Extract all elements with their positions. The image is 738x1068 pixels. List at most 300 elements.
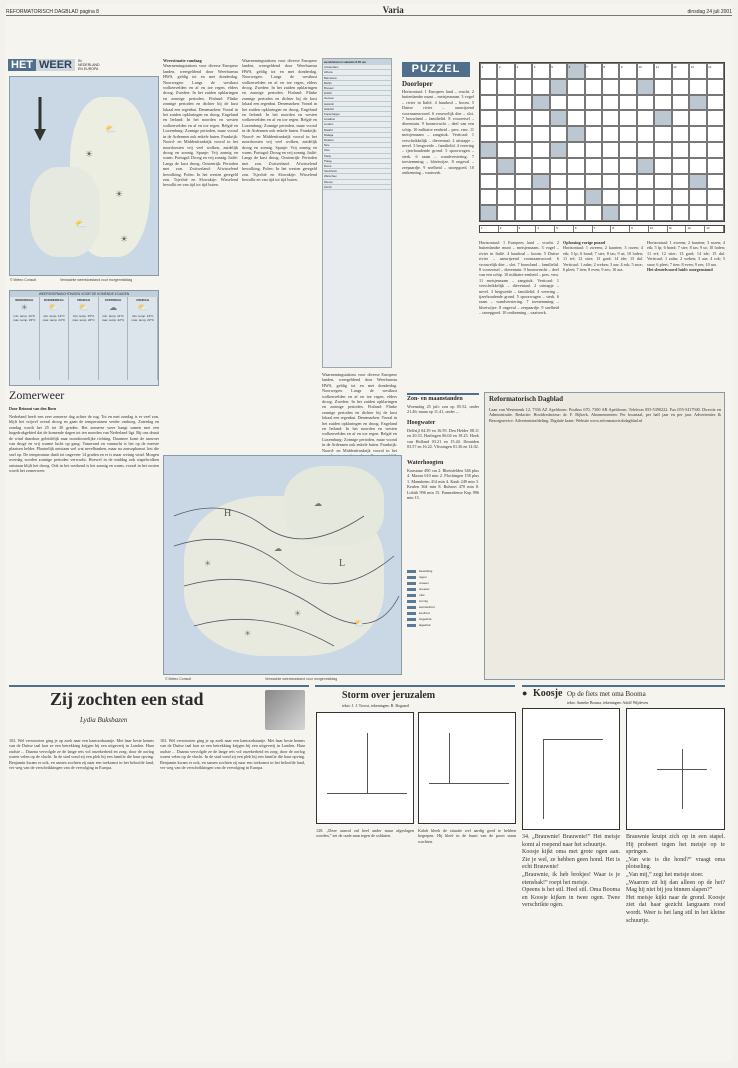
koosje-caption-2: „Brauwnie, ik heb brokjes! Waar is je etensbak!” roept het meisje. <box>522 871 620 886</box>
legend-label: mist <box>419 593 425 597</box>
grid-cell[interactable] <box>672 205 689 221</box>
grid-cell[interactable] <box>532 79 549 95</box>
grid-cell[interactable] <box>707 79 724 95</box>
zomerweer-title: Zomerweer <box>9 388 65 402</box>
grid-cell[interactable] <box>672 126 689 142</box>
legend-swatch <box>407 594 416 597</box>
grid-cell[interactable] <box>497 142 514 158</box>
koosje-panel-2 <box>626 708 725 830</box>
col2-text: Waarnemingstations voor diverse Europese landen, weergeldend door Weerbureau HWS, geldig tot en met donderdag. Noorwegen: Langs de westkust wolkenvelden en af en toe regen, elders droog. Zweden: In het zuiden opklaringen en zonnige perioden. Finland: Flinke zonnige perioden en dichter bij de kust lokaal een regenbui. Denemarken: Vooral in het zuiden opklaringen en droog. Engeland en Ierland: In het noorden en westen wolkenvelden en af en toe regen. België en Luxemburg: Zonnige perioden, maar vooral in de Ardennen ook enkele buien. Frankrijk: Noord- en Middenfrankrijk vooral in het noordoosten vrij veel wolken, zuidelijk droog en zonnig. Spanje: Vrij zonnig en warm. Portugal: Droog en vrij zonnig. Italië: Langs de kust droog. Oostenrijk: Perioden met zon. Zwitserland: Afwisselend bewolking. Polen: In het westen geregeld zon. Tsjechië en Slowakije: Wisselend bewolkt en van tijd tot tijd buien. <box>163 63 238 188</box>
grid-cell[interactable] <box>619 205 636 221</box>
koosje-credits: tekst: Anneke Bosma, tekeningen: Adolf Wijdeven <box>567 700 649 705</box>
grid-cell[interactable] <box>707 142 724 158</box>
legend-label: koufront <box>419 611 430 615</box>
grid-cell[interactable] <box>689 95 706 111</box>
forecast-day <box>69 297 99 380</box>
weather-icon: ⛅ <box>48 303 59 312</box>
grid-cell[interactable] <box>637 126 654 142</box>
storm-caption-2: Kalob bleek de situatie wel aardig goed te hebben begrepen. Hij bleef in de buurt van de poort staan wachten. <box>418 828 516 844</box>
legend-swatch <box>407 576 416 579</box>
grid-cell[interactable] <box>637 189 654 205</box>
solution-row[interactable] <box>479 225 725 233</box>
zon-strip <box>407 393 479 395</box>
puzzel-clues: Horizontaal: 1 Europees land – vrucht. 2 buitenlandse munt – meisjesnaam. 3 vogel – rivier in Italië. 4 haarkrul – boom. 5 Duitse rivier – aanwijzend voornaamwoord. 6 vrouwelijk dier – slot. 7 bouwland – familielid. 8 voorzetsel – dierentuin. 9 boomvrucht – deel van een schip. 10 militaire eenheid – pers. vnw. 11 meisjesnaam – zangstuk. Verticaal: 1 verschrikkelijk – dieventaal. 2 uitstapje – nevel. 3 bergweide – familielid. 4 verering – ijzerhoudende grond. 5 spoorwagen – sterk. 6 raam – wandversiering. 7 toestemming – bloeiwijze. 8 ongeval – zeepaardje. 9 snelheid – snoepgoed. 10 ontkenning – vaatwerk. <box>402 89 474 176</box>
grid-cell[interactable] <box>602 110 619 126</box>
forecast-temps: min. temp. 15°C max. temp. 24°C <box>72 314 95 322</box>
grid-cell[interactable] <box>515 110 532 126</box>
legend-swatch <box>407 612 416 615</box>
logo-sub: IN NEDERLAND EN EUROPA <box>78 59 100 71</box>
grid-cell[interactable] <box>689 205 706 221</box>
grid-cell[interactable] <box>567 189 584 205</box>
grid-cell[interactable] <box>550 126 567 142</box>
storm-sub: tekst: J. J. Troost, tekeningen: B. Bogaard <box>342 703 409 708</box>
grid-cell[interactable] <box>654 174 671 190</box>
zomerweer-text: Nederland heeft een zeer zomerse dag achter de rug. Tot en met zondag is er veel zon, blijft het vrijwel overal droog en gaan de temperaturen verder omhoog. Zaterdag en zondag wordt het 25 tot 30 graden. Het zomerse weer hangt samen met een hogedrukgebied dat de komende dagen tot ten noorden van Nederland ligt. Bij ons draait de wind daardoor geleidelijk naar noordoostelijke richting. Daarmee komt de aanvoer van droge en vrij warme lucht op gang. Vanavond en vannacht is het op de meeste plaatsen helder. Plaatselijk ontstaan wel wat nevelbanken, maar na zonsopkomst lost die snel op. De temperatuur daalt tot ongeveer 14 graden en er is maar weinig wind. Morgen overdag worden zonnige perioden verwacht. Hoewel in de middag ook stapelwolken ontstaan blijft het droog. Ook in het weekend is het zonnig en warm, vooral in het oosten wordt het zomerweer. <box>9 414 159 474</box>
col2-head: Weersituatie vandaag <box>163 58 202 63</box>
storm-strip <box>315 685 515 687</box>
grid-cell[interactable] <box>515 79 532 95</box>
forecast-day-name: DONDERDAG <box>44 298 64 302</box>
grid-cell[interactable] <box>515 126 532 142</box>
koosje-subtitle: Op de fiets met oma Booma <box>567 690 646 698</box>
grid-cell[interactable] <box>550 205 567 221</box>
grid-cell[interactable] <box>672 110 689 126</box>
grid-cell[interactable] <box>689 142 706 158</box>
grid-cell[interactable]: 5 <box>550 63 567 79</box>
grid-cell[interactable] <box>672 142 689 158</box>
koosje-panel-1 <box>522 708 620 830</box>
koosje-caption-5: „Van wie is die hond?” vraagt oma plotseling. <box>626 856 725 871</box>
grid-cell[interactable] <box>654 110 671 126</box>
grid-cell[interactable] <box>532 110 549 126</box>
grid-cell[interactable] <box>672 79 689 95</box>
grid-cell[interactable] <box>550 95 567 111</box>
forecast-day-name: WOENSDAG <box>15 298 34 302</box>
storm-panel-1 <box>316 712 414 824</box>
grid-cell[interactable] <box>585 174 602 190</box>
water-title: Waterhoogten <box>407 460 444 466</box>
grid-cell[interactable] <box>532 95 549 111</box>
grid-cell[interactable] <box>672 189 689 205</box>
koosje-caption-8: Het meisje kijkt naar de grond. Koosje ziet dat haar gezicht langzaam rood wordt. Weer is het lang stil in het kleine schuurtje. <box>626 894 725 924</box>
col4-text: Waarnemingstations voor diverse Europese landen, weergeldend door Weerbureau HWS, geldig tot en met donderdag. Noorwegen: Langs de westkust wolkenvelden en af en toe regen, elders droog. Zweden: In het zuiden opklaringen en zonnige perioden. Finland: Flinke zonnige perioden en dichter bij de kust lokaal een regenbui. Denemarken: Vooral in het zuiden opklaringen en droog. Engeland en Ierland: In het noorden en westen wolkenvelden en af en toe regen. België en Luxemburg: Zonnige perioden, maar vooral in de Ardennen ook enkele buien. Frankrijk: Noord- en Middenfrankrijk vooral in het <box>322 372 397 453</box>
grid-cell[interactable] <box>707 158 724 174</box>
grid-cell[interactable] <box>602 205 619 221</box>
solution-more: Het sleutelwoord luidt: morgenstond <box>647 267 713 273</box>
grid-cell[interactable] <box>602 79 619 95</box>
section-title: Varia <box>382 5 404 15</box>
table-row: Wenen <box>323 180 391 185</box>
grid-cell[interactable] <box>602 174 619 190</box>
map-caption-right: Verwachte weerstoestand voor morgenmiddag <box>60 278 133 282</box>
grid-cell[interactable] <box>550 110 567 126</box>
table-row: Berlijn <box>323 81 391 86</box>
grid-cell[interactable] <box>567 110 584 126</box>
grid-cell[interactable]: 1 <box>480 63 497 79</box>
grid-cell[interactable] <box>515 95 532 111</box>
koosje-caption-0: 34. „Brauwnie! Brauwnie!” Het meisje komt al roepend naar het schuurtje. <box>522 834 620 848</box>
grid-cell[interactable] <box>602 95 619 111</box>
colofon-text: Laan van Westenenk 12, 7336 AZ Apeldoorn. Postbus 670, 7300 AR Apeldoorn. Telefoon 055-5390222. Fax 055-5417940. Directie en Administratie. Redactie: Hoofdredacteur: dr. F. Bijkerk. Abonnementen: Per kwartaal, per half jaar en per jaar. Advertenties & Bezorgservice. Advertentieafdeling. Digitale krant: Website www.reformatorischdagblad.nl <box>489 407 721 423</box>
grid-cell[interactable] <box>585 205 602 221</box>
zon-text: Woensdag 25 juli: zon op 05.52, onder 21.46; maan op 11.41, onder –. <box>407 404 479 415</box>
grid-cell[interactable] <box>654 142 671 158</box>
solution-cell[interactable]: 5 <box>555 226 574 232</box>
zij-text-2: 102. Wel verstrooien ging je op zoek naar een kantoorbaantje. Met haar beste kennis van de Duitse taal kon ze een betrekking krijgen bij een uitgeverij in Londen. Haar oudste ... Daarna vervolgde ze de lange reis vol onzekerheid en zorg; door de oorlog waren velen op de vlucht. In de stad vond zij een plek bij een familie die haar opving. Benjamin kwam er ook, en samen zochten zij naar een toekomst in het beloofde land, ver weg van de verschrikkingen van de vervolging in Europa. <box>160 738 305 771</box>
svg-text:☀: ☀ <box>85 149 94 159</box>
hoogwater-title: Hoogwater <box>407 420 436 426</box>
grid-cell[interactable] <box>480 95 497 111</box>
legend-swatch <box>407 606 416 609</box>
koosje-strip <box>522 685 725 687</box>
grid-cell[interactable]: 12 <box>672 63 689 79</box>
grid-cell[interactable] <box>550 79 567 95</box>
colofon-box <box>484 392 725 680</box>
grid-cell[interactable] <box>602 142 619 158</box>
netherlands-weather-map <box>9 76 159 276</box>
legend-swatch <box>407 570 416 573</box>
weather-legend <box>407 568 479 628</box>
weather-column-2 <box>163 58 238 448</box>
page-header <box>6 4 732 16</box>
grid-cell[interactable] <box>550 142 567 158</box>
grid-cell[interactable] <box>567 142 584 158</box>
grid-cell[interactable] <box>567 126 584 142</box>
solution-cell[interactable]: 8 <box>611 226 630 232</box>
grid-cell[interactable] <box>515 189 532 205</box>
grid-cell[interactable] <box>550 189 567 205</box>
storm-caption-1: 128. „Deze aanval zal heel ander maar afgeslagen worden,” zei de oude man tegen de soldaten. <box>316 828 414 839</box>
grid-cell[interactable] <box>567 79 584 95</box>
svg-text:L: L <box>339 558 346 569</box>
forecast-temps: min. temp. 14°C max. temp. 22°C <box>101 314 125 322</box>
zij-strip <box>9 685 309 687</box>
grid-cell[interactable] <box>532 189 549 205</box>
grid-cell[interactable] <box>497 205 514 221</box>
grid-cell[interactable] <box>515 174 532 190</box>
svg-text:☀: ☀ <box>115 189 124 199</box>
grid-cell[interactable] <box>532 205 549 221</box>
legend-label: sneeuw <box>419 587 430 591</box>
grid-cell[interactable] <box>585 79 602 95</box>
forecast-day <box>128 297 158 380</box>
forecast-day-name: VRIJDAG <box>76 298 91 302</box>
grid-cell[interactable] <box>689 110 706 126</box>
grid-cell[interactable] <box>654 126 671 142</box>
grid-cell[interactable] <box>550 174 567 190</box>
grid-cell[interactable] <box>637 79 654 95</box>
svg-text:⛅: ⛅ <box>75 219 87 229</box>
puzzel-clues-col2: Horizontaal: 1 Europees land – vrucht. 2 buitenlandse munt – meisjesnaam. 3 vogel – rivier in Italië. 4 haarkrul – boom. 5 Duitse rivier – aanwijzend voornaamwoord. 6 vrouwelijk dier – slot. 7 bouwland – familielid. 8 voorzetsel – dierentuin. 9 boomvrucht – deel van een schip. 10 militaire eenheid – pers. vnw. 11 meisjesnaam – zangstuk. Verticaal: 1 verschrikkelijk – dieventaal. 2 uitstapje – nevel. 3 bergweide – familielid. 4 verering – ijzerhoudende grond. 5 spoorwagen – sterk. 6 raam – wandversiering. 7 toestemming – bloeiwijze. 8 ongeval – zeepaardje. 9 snelheid – snoepgoed. 10 ontkenning – vaatwerk. <box>479 240 559 316</box>
forecast-title: WEERSVERWACHTINGEN VOOR DE KOMENDE 5 DAGEN <box>10 291 158 297</box>
svg-text:☁: ☁ <box>314 499 322 508</box>
europe-caption-left: © Meteo Consult <box>165 677 192 681</box>
grid-cell[interactable]: 4 <box>532 63 549 79</box>
grid-cell[interactable] <box>707 205 724 221</box>
colofon-title: Reformatorisch Dagblad <box>489 395 564 403</box>
grid-cell[interactable]: 11 <box>654 63 671 79</box>
grid-cell[interactable] <box>619 142 636 158</box>
forecast-temps: min. temp. 13°C max. temp. 23°C <box>131 314 154 322</box>
table-row: Barcelona <box>323 76 391 81</box>
grid-cell[interactable] <box>480 79 497 95</box>
weather-column-3 <box>242 58 317 448</box>
table-row: Athene <box>323 70 391 75</box>
grid-cell[interactable] <box>637 174 654 190</box>
grid-cell[interactable] <box>602 126 619 142</box>
europe-caption-right: Verwachte weerstoestand voor morgenmiddag <box>265 677 338 681</box>
zomerweer-byline: Door Reinout van den Born <box>9 406 57 411</box>
grid-cell[interactable] <box>480 126 497 142</box>
solution-cell[interactable]: 4 <box>536 226 555 232</box>
solution-text-2: Horizontaal: 1 zweem; 2 kaarten; 3 rozen; 4 eik; 5 lp; 6 bond; 7 ster; 8 tas; 9 ut; 10 loden; 11 erf; 12 stier; 13 gard; 14 ide; 15 dal. Verticaal: 1 zalm; 2 weken; 3 aar; 4 rok; 5 snor; 6 pleet; 7 tien; 8 even; 9 zes; 10 ara. <box>647 240 725 267</box>
grid-cell[interactable] <box>480 205 497 221</box>
legend-swatch <box>407 600 416 603</box>
weather-icon: ⛅ <box>137 303 148 312</box>
table-row: Praag <box>323 159 391 164</box>
grid-cell[interactable] <box>567 158 584 174</box>
koosje-title: Koosje <box>533 688 563 699</box>
legend-label: lagedruk <box>419 623 431 627</box>
solution-cell[interactable]: 10 <box>649 226 668 232</box>
logo-weer: WEER <box>36 59 75 71</box>
het-weer-logo <box>8 57 104 73</box>
grid-cell[interactable] <box>480 174 497 190</box>
grid-cell[interactable] <box>497 126 514 142</box>
table-row: Warschau <box>323 174 391 179</box>
koosje-caption-7: „Waarom zit hij dan alleen op de het? Mag hij niet bij jou binnen slapen?” <box>626 879 725 894</box>
grid-cell[interactable] <box>689 174 706 190</box>
solution-cell[interactable]: 9 <box>630 226 649 232</box>
grid-cell[interactable] <box>585 189 602 205</box>
weather-icon: ☀ <box>20 303 28 312</box>
grid-cell[interactable] <box>689 158 706 174</box>
grid-cell[interactable] <box>585 126 602 142</box>
puzzel-solution <box>563 240 643 380</box>
grid-cell[interactable] <box>497 158 514 174</box>
svg-text:☀: ☀ <box>120 234 129 244</box>
grid-cell[interactable] <box>585 142 602 158</box>
table-row: Londen <box>323 122 391 127</box>
grid-cell[interactable]: 8 <box>602 63 619 79</box>
grid-cell[interactable] <box>515 158 532 174</box>
legend-swatch <box>407 624 416 627</box>
grid-cell[interactable] <box>585 110 602 126</box>
solution-text: Horizontaal: 1 zweem; 2 kaarten; 3 rozen; 4 eik; 5 lp; 6 bond; 7 ster; 8 tas; 9 ut; 10 loden; 11 erf; 12 stier; 13 gard; 14 ide; 15 dal. Verticaal: 1 zalm; 2 weken; 3 aar; 4 rok; 5 snor; 6 pleet; 7 tien; 8 even; 9 zes; 10 ara. <box>563 245 643 273</box>
solution-cell[interactable]: 1 <box>480 226 499 232</box>
grid-cell[interactable] <box>672 95 689 111</box>
koosje-caption-4: Brauwnie kruipt zich op in een stapel. Hij probeert tegen het meisje op te springen. <box>626 834 725 856</box>
grid-cell[interactable] <box>707 174 724 190</box>
europe-weather-map <box>163 455 402 675</box>
grid-cell[interactable] <box>480 142 497 158</box>
grid-cell[interactable] <box>480 158 497 174</box>
forecast-day <box>10 297 40 380</box>
legend-swatch <box>407 582 416 585</box>
koosje-caption-3: Opeens is het stil. Heel stil. Oma Booma en Koosje kijken in twee ogen. Twee verschrikte ogen. <box>522 887 620 909</box>
solution-cell[interactable]: 2 <box>499 226 518 232</box>
zij-title: Zij zochten een stad <box>50 689 204 709</box>
grid-cell[interactable] <box>619 174 636 190</box>
grid-cell[interactable] <box>497 174 514 190</box>
logo-het: HET <box>8 59 36 71</box>
map-caption-left: © Meteo Consult <box>10 278 37 282</box>
hoogwater-text: Delfzijl 04.39 en 16.59. Den Helder 08.11 en 20.33. Harlingen 06.04 en 18.25. Hoek van Holland 03.21 en 15.44. IJmuiden 03.57 en 16.22. Vlissingen 01.36 en 14.02. <box>407 428 479 450</box>
grid-cell[interactable] <box>707 126 724 142</box>
grid-cell[interactable] <box>497 110 514 126</box>
grid-cell[interactable]: 14 <box>707 63 724 79</box>
solution-cell[interactable]: 12 <box>686 226 705 232</box>
grid-cell[interactable] <box>619 189 636 205</box>
header-date: dinsdag 24 juli 2001 <box>687 9 732 15</box>
grid-cell[interactable]: 6 <box>567 63 584 79</box>
table-row: Kopenhagen <box>323 112 391 117</box>
svg-text:H: H <box>224 508 232 519</box>
table-row: Malaga <box>323 133 391 138</box>
table-row: Amsterdam <box>323 65 391 70</box>
solution-cell[interactable]: 13 <box>705 226 724 232</box>
grid-cell[interactable] <box>532 126 549 142</box>
grid-cell[interactable] <box>480 189 497 205</box>
grid-cell[interactable] <box>619 95 636 111</box>
grid-cell[interactable]: 3 <box>515 63 532 79</box>
five-day-forecast <box>9 290 159 386</box>
legend-swatch <box>407 618 416 621</box>
grid-cell[interactable] <box>515 205 532 221</box>
grid-cell[interactable] <box>654 158 671 174</box>
grid-cell[interactable] <box>619 158 636 174</box>
zon-title: Zon- en maanstanden <box>407 396 463 402</box>
legend-label: zonnig <box>419 599 428 603</box>
temperature-table <box>322 58 392 368</box>
grid-cell[interactable] <box>567 174 584 190</box>
legend-item <box>407 622 479 628</box>
table-row: Brussel <box>323 86 391 91</box>
legend-swatch <box>407 588 416 591</box>
grid-cell[interactable] <box>654 189 671 205</box>
legend-label: onweer <box>419 581 429 585</box>
legend-label: bewolking <box>419 569 433 573</box>
koosje-caption-1: Koosje kijkt oma met grote ogen aan. Zie je wel, ze hebben geen hond. Het is echt Brauwnie! <box>522 849 620 871</box>
grid-cell[interactable] <box>532 158 549 174</box>
zij-author: Lydia Buksbazen <box>80 716 128 724</box>
table-row: Madrid <box>323 128 391 133</box>
table-row: Nice <box>323 143 391 148</box>
puzzel-logo: PUZZEL <box>402 62 470 77</box>
solution-title: Oplossing vorige puzzel <box>563 240 606 245</box>
grid-cell[interactable] <box>637 158 654 174</box>
legend-label: warmtefront <box>419 605 435 609</box>
solution-cell[interactable]: 3 <box>518 226 537 232</box>
forecast-day <box>40 297 70 380</box>
table-row: Parijs <box>323 154 391 159</box>
grid-cell[interactable] <box>619 126 636 142</box>
grid-cell[interactable]: 9 <box>619 63 636 79</box>
svg-text:⛅: ⛅ <box>354 619 364 628</box>
grid-cell[interactable] <box>689 79 706 95</box>
grid-cell[interactable] <box>672 174 689 190</box>
svg-text:☁: ☁ <box>274 544 282 553</box>
header-left: REFORMATORISCH DAGBLAD pagina 8 <box>6 9 99 15</box>
table-row: Zürich <box>323 185 391 190</box>
grid-cell[interactable] <box>637 110 654 126</box>
grid-cell[interactable] <box>637 142 654 158</box>
table-row: Istanbul <box>323 107 391 112</box>
grid-cell[interactable] <box>532 142 549 158</box>
grid-cell[interactable]: 7 <box>585 63 602 79</box>
forecast-day <box>99 297 129 380</box>
grid-cell[interactable] <box>707 189 724 205</box>
forecast-day-name: ZONDAG <box>136 298 150 302</box>
grid-cell[interactable] <box>619 79 636 95</box>
grid-cell[interactable] <box>550 158 567 174</box>
grid-cell[interactable]: 2 <box>497 63 514 79</box>
grid-cell[interactable] <box>602 189 619 205</box>
grid-cell[interactable] <box>689 189 706 205</box>
zij-text-1: 102. Wel verstrooien ging je op zoek naar een kantoorbaantje. Met haar beste kennis van de Duitse taal kon ze een betrekking krijgen bij een uitgeverij in Londen. Haar oudste ... Daarna vervolgde ze de lange reis vol onzekerheid en zorg; door de oorlog waren velen op de vlucht. In de stad vond zij een plek bij een familie die haar opving. Benjamin kwam er ook, en samen zochten zij naar een toekomst in het beloofde land, ver weg van de verschrikkingen van de vervolging in Europa. <box>9 738 154 771</box>
table-row: Rome <box>323 164 391 169</box>
grid-cell[interactable] <box>654 79 671 95</box>
grid-cell[interactable] <box>480 110 497 126</box>
koosje-icon: ● <box>522 688 528 698</box>
weather-icon: ⛅ <box>78 303 89 312</box>
water-text: Konstanz 490 cm 2. Rheinfelden 346 plus 4. Maxau 610 min 2. Plochingen 158 plus 1. Mannheim 414 min 4. Kaub 249 min 3. Keulen 364 min 8. Ruhrort 470 min 8. Lobith 996 min 15. Pannerdense Kop 996 min 15. <box>407 468 479 501</box>
puzzel-title: Doorloper <box>402 80 433 88</box>
zij-photo <box>265 690 305 730</box>
grid-cell[interactable] <box>619 110 636 126</box>
grid-cell[interactable] <box>585 95 602 111</box>
grid-cell[interactable] <box>567 95 584 111</box>
grid-cell[interactable] <box>515 142 532 158</box>
svg-text:☀: ☀ <box>244 629 252 638</box>
solution-cell[interactable]: 7 <box>593 226 612 232</box>
grid-cell[interactable]: 13 <box>689 63 706 79</box>
table-row: Genève <box>323 96 391 101</box>
crossword-grid[interactable] <box>479 62 725 222</box>
solution-cell[interactable]: 6 <box>574 226 593 232</box>
grid-cell[interactable] <box>602 158 619 174</box>
storm-panel-2 <box>418 712 516 824</box>
grid-cell[interactable] <box>532 174 549 190</box>
weather-column-4 <box>322 372 397 452</box>
table-row: Dublin <box>323 91 391 96</box>
grid-cell[interactable] <box>497 79 514 95</box>
forecast-temps: min. temp. 14°C max. temp. 24°C <box>42 314 66 322</box>
grid-cell[interactable] <box>585 158 602 174</box>
table-row: Helsinki <box>323 102 391 107</box>
grid-cell[interactable] <box>637 95 654 111</box>
grid-cell[interactable] <box>707 95 724 111</box>
grid-cell[interactable] <box>654 205 671 221</box>
table-row: Stockholm <box>323 169 391 174</box>
grid-cell[interactable] <box>707 110 724 126</box>
koosje-text-1 <box>522 834 620 1054</box>
koosje-caption-6: „Van mij,” zegt het meisje stoer. <box>626 871 704 878</box>
grid-cell[interactable]: 10 <box>637 63 654 79</box>
grid-cell[interactable] <box>672 158 689 174</box>
forecast-temps: min. temp. 13°C max. temp. 23°C <box>13 314 36 322</box>
grid-cell[interactable] <box>637 205 654 221</box>
grid-cell[interactable] <box>689 126 706 142</box>
solution-cell[interactable]: 11 <box>668 226 687 232</box>
grid-cell[interactable] <box>497 189 514 205</box>
grid-cell[interactable] <box>497 95 514 111</box>
legend-label: regen <box>419 575 427 579</box>
grid-cell[interactable] <box>567 205 584 221</box>
table-row: Moskou <box>323 138 391 143</box>
grid-cell[interactable] <box>654 95 671 111</box>
